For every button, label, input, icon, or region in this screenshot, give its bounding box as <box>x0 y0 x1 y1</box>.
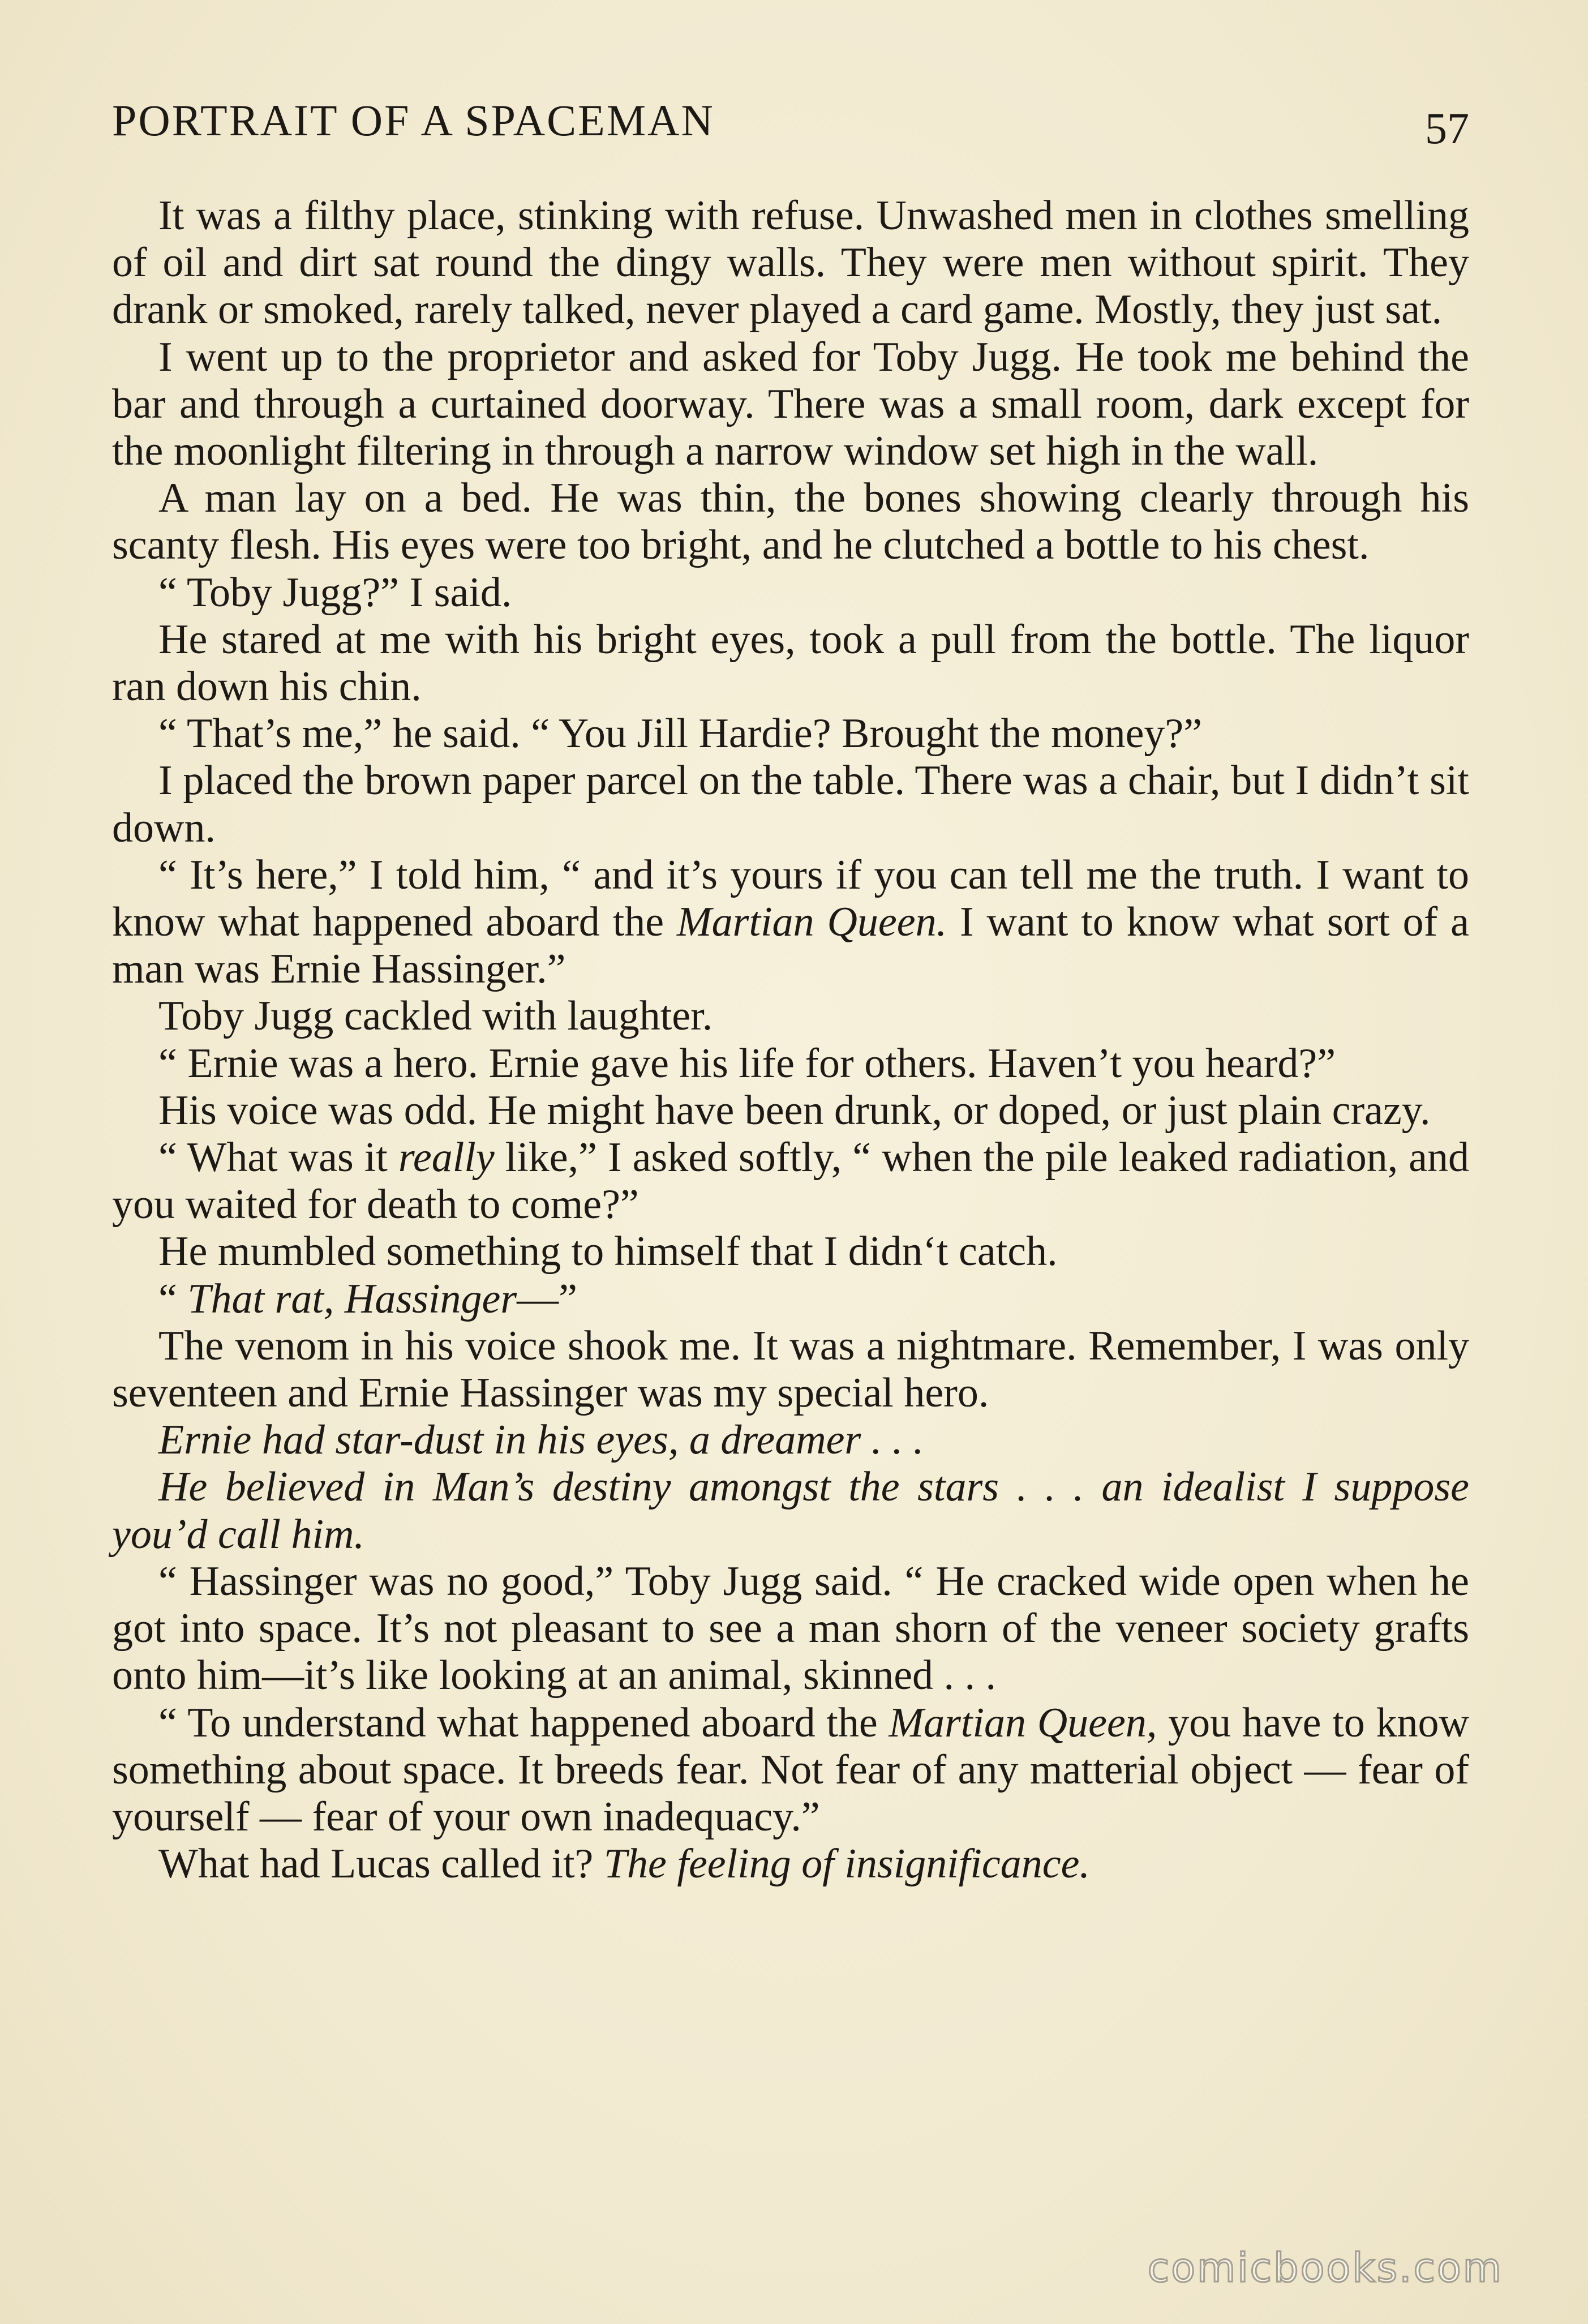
paragraph <box>112 852 1469 993</box>
italic-text: really <box>398 1134 495 1181</box>
text-run: “ Hassinger was no good,” Toby Jugg said. “ He cracked wide open when he got into space. It’s not pleasant to see a man shorn of the veneer society grafts onto him—it’s like looking at an animal, skinned . . . <box>112 1558 1469 1699</box>
italic-text: Martian Queen. <box>677 899 947 946</box>
paragraph <box>112 1276 1469 1323</box>
text-run: A man lay on a bed. He was thin, the bones showing clearly through his scanty flesh. His eyes were too bright, and he clutched a bottle to his chest. <box>112 475 1469 569</box>
running-title: PORTRAIT OF A SPACEMAN <box>112 96 715 145</box>
text-run: “ Ernie was a hero. Ernie gave his life for others. Haven’t you heard?” <box>158 1040 1336 1087</box>
running-head <box>112 95 1469 157</box>
text-run: “ To understand what happened aboard the <box>158 1699 889 1746</box>
text-run: you have to know something about space. It breeds fear. Not fear of any matterial object — fear of yourself — fear of your own inadequacy.” <box>112 1699 1469 1840</box>
text-run: I want to know what sort of a man was Ernie Hassinger.” <box>112 899 1469 993</box>
paragraph <box>112 1228 1469 1275</box>
text-run: —” <box>517 1275 578 1322</box>
text-run: He stared at me with his bright eyes, took a pull from the bottle. The liquor ran down his chin. <box>112 616 1469 710</box>
text-run: “ That’s me,” he said. “ You Jill Hardie? Brought the money?” <box>158 710 1203 757</box>
paragraph <box>112 1323 1469 1417</box>
paragraph <box>112 1134 1469 1228</box>
paragraph <box>112 1417 1469 1464</box>
paragraph <box>112 1700 1469 1841</box>
paragraph <box>112 616 1469 710</box>
paragraph <box>112 993 1469 1040</box>
text-run: He mumbled something to himself that I didn‘t catch. <box>158 1228 1058 1275</box>
text-run: Toby Jugg cackled with laughter. <box>158 993 713 1040</box>
paragraph <box>112 1040 1469 1087</box>
text-run: “ It’s here,” I told him, “ and it’s yours if you can tell me the truth. I want to know what happened aboard the <box>112 851 1469 946</box>
paragraph <box>112 710 1469 757</box>
text-run: His voice was odd. He might have been drunk, or doped, or just plain crazy. <box>158 1087 1431 1134</box>
text-run: The venom in his voice shook me. It was a nightmare. Remember, I was only seventeen and Ernie Hassinger was my special hero. <box>112 1322 1469 1417</box>
italic-text: The feeling of insignificance. <box>603 1841 1090 1888</box>
text-run: It was a filthy place, stinking with refuse. Unwashed men in clothes smelling of oil and dirt sat round the dingy walls. They were men without spirit. They drank or smoked, rarely talked, never played a card game. Mostly, they just sat. <box>112 192 1469 333</box>
text-run: “ What was it <box>158 1134 398 1181</box>
paragraph <box>112 757 1469 851</box>
paragraph <box>112 475 1469 569</box>
watermark: comicbooks.com <box>1147 2245 1503 2291</box>
italic-text: Martian Queen, <box>889 1699 1157 1746</box>
paragraph <box>112 569 1469 616</box>
paragraph <box>112 334 1469 475</box>
body-text <box>112 192 1469 1888</box>
text-run: I went up to the proprietor and asked for Toby Jugg. He took me behind the bar and through a curtained doorway. There was a small room, dark except for the moonlight filtering in through a narrow window set high in the wall. <box>112 333 1469 475</box>
paragraph <box>112 1841 1469 1888</box>
italic-text: He believed in Man’s destiny amongst the stars . . . an idealist I suppose you’d call him. <box>112 1464 1469 1558</box>
text-run: like,” I asked softly, “ when the pile leaked radiation, and you waited for death to come?” <box>112 1134 1470 1228</box>
paragraph <box>112 1087 1469 1134</box>
italic-text: That rat, Hassinger <box>187 1275 517 1322</box>
text-run: What had Lucas called it? <box>158 1841 604 1888</box>
text-run: “ <box>158 1275 188 1322</box>
text-run: I placed the brown paper parcel on the table. There was a chair, but I didn’t sit down. <box>112 757 1469 851</box>
paragraph <box>112 1464 1469 1558</box>
text-run: “ Toby Jugg?” I said. <box>158 569 512 616</box>
paragraph <box>112 1558 1469 1700</box>
paragraph <box>112 192 1469 334</box>
page-number: 57 <box>1425 104 1469 153</box>
italic-text: Ernie had star-dust in his eyes, a dreamer . . . <box>158 1417 924 1464</box>
